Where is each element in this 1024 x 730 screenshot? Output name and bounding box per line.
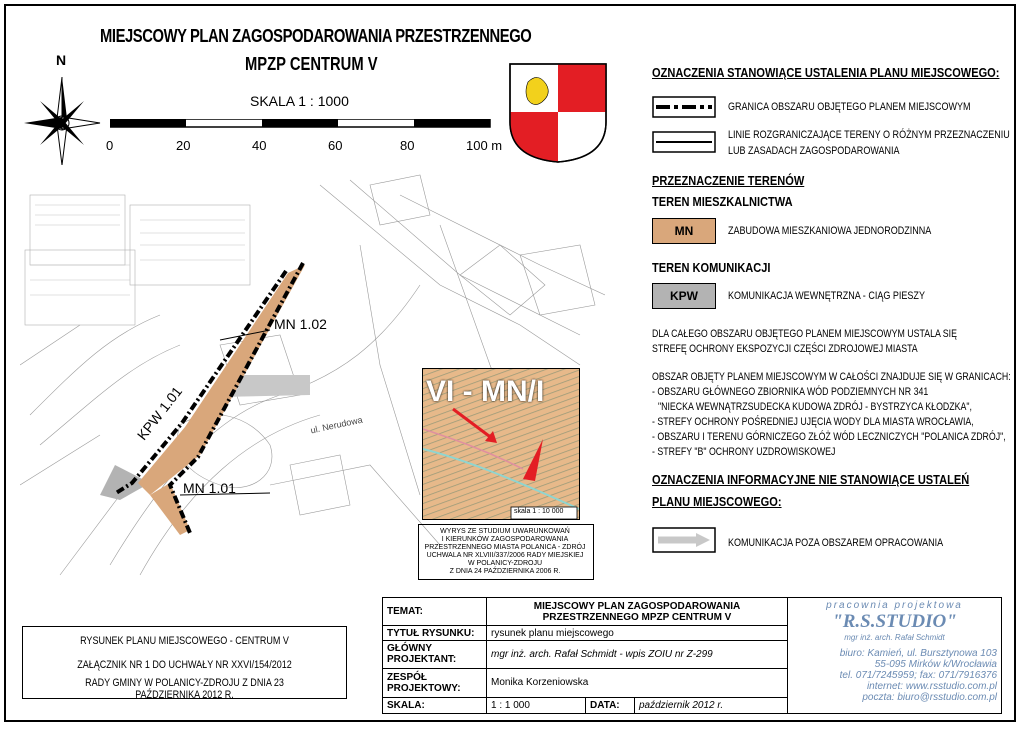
- street-label: ul. Nerudowa: [309, 414, 364, 436]
- legend-info-heading-1: OZNACZENIA INFORMACYJNE NIE STANOWIĄCE USTALEŃ: [652, 472, 970, 487]
- plan-title: MIEJSCOWY PLAN ZAGOSPODAROWANIA PRZESTRZENNEGO: [100, 26, 532, 46]
- legend-lines-text-1: LINIE ROZGRANICZAJĄCE TERENY O RÓŻNYM PRZEZNACZENIU: [728, 129, 1010, 141]
- study-caption-6: Z DNIA 24 PAŹDZIERNIKA 2006 R.: [449, 568, 561, 575]
- map-label-mn101: MN 1.01: [183, 480, 236, 496]
- study-caption-3: PRZESTRZENNEGO MIASTA POLANICA - ZDRÓJ: [424, 544, 586, 551]
- legend-lines-text-2: LUB ZASADACH ZAGOSPODAROWANIA: [728, 145, 900, 157]
- data-value: październik 2012 r.: [635, 697, 788, 713]
- legend-heading-main: OZNACZENIA STANOWIĄCE USTALENIA PLANU MIEJSCOWEGO:: [652, 65, 1000, 80]
- note2-line5: - OBSZARU I TERENU GÓRNICZEGO ZŁÓŻ WÓD LECZNICZYCH "POLANICA ZDRÓJ",: [652, 431, 1006, 443]
- legend-boundary-text: GRANICA OBSZARU OBJĘTEGO PLANEM MIEJSCOWYM: [728, 101, 971, 113]
- studio-addr3: tel. 071/7245959; fax: 071/7916376: [839, 670, 997, 681]
- temat-line2: PRZESTRZENNEGO MPZP CENTRUM V: [542, 611, 732, 623]
- study-caption-5: W POLANICY-ZDROJU: [467, 560, 543, 567]
- study-caption-2: I KIERUNKÓW ZAGOSPODAROWANIA: [441, 536, 569, 543]
- north-arrow-icon: [20, 55, 105, 165]
- temat-value: [487, 598, 788, 626]
- tytul-label: TYTUŁ RYSUNKU:: [383, 626, 487, 640]
- legend-mn-text: ZABUDOWA MIESZKANIOWA JEDNORODZINNA: [728, 225, 932, 237]
- zespol-value: Monika Korzeniowska: [487, 669, 788, 697]
- legend-outside-text: KOMUNIKACJA POZA OBSZAREM OPRACOWANIA: [728, 537, 944, 549]
- studio-name: "R.S.STUDIO": [832, 611, 957, 632]
- scale-tick-40: 40: [252, 138, 267, 153]
- studio-addr1: biuro: Kamień, ul. Bursztynowa 103: [839, 648, 997, 659]
- study-caption-1: WYRYS ZE STUDIUM UWARUNKOWAŃ: [440, 528, 570, 535]
- temat-label: TEMAT:: [383, 598, 487, 626]
- studio-address: [792, 648, 997, 703]
- outside-road-symbol: [652, 527, 716, 553]
- coat-of-arms-icon: [508, 62, 608, 164]
- legend-heading-purpose: PRZEZNACZENIE TERENÓW: [652, 173, 805, 188]
- boundary-line-symbol: [652, 96, 716, 118]
- studio-top: pracownia projektowa: [826, 600, 963, 611]
- resolution-line2: ZAŁĄCZNIK NR 1 DO UCHWAŁY NR XXVI/154/2012: [77, 659, 292, 671]
- plan-subtitle: MPZP CENTRUM V: [245, 54, 378, 74]
- studio-addr5: poczta: biuro@rsstudio.com.pl: [862, 692, 997, 703]
- glowny-label: GŁÓWNY PROJEKTANT:: [383, 640, 487, 668]
- note1-line2: STREFĘ OCHRONY EKSPOZYCJI CZĘŚCI ZDROJOWEJ MIASTA: [652, 343, 918, 355]
- skala-label: SKALA:: [383, 697, 487, 713]
- note2-line1: OBSZAR OBJĘTY PLANEM MIEJSCOWYM W CAŁOŚCI ZNAJDUJE SIĘ W GRANICACH:: [652, 371, 1011, 383]
- map-label-mn102: MN 1.02: [274, 316, 327, 332]
- division-line-symbol: [652, 131, 716, 153]
- scale-tick-60: 60: [328, 138, 343, 153]
- note2-line4: - STREFY OCHRONY POŚREDNIEJ UJĘCIA WODY DLA MIASTA WROCŁAWIA,: [652, 416, 974, 428]
- resolution-line3: RADY GMINY W POLANICY-ZDROJU Z DNIA 23 PAŹDZIERNIKA 2012 R.: [85, 677, 284, 701]
- studio-addr4: internet: www.rsstudio.com.pl: [866, 681, 997, 692]
- skala-value: 1 : 1 000: [487, 697, 586, 713]
- tytul-value: rysunek planu miejscowego: [487, 626, 788, 640]
- note2-line6: - STREFY "B" OCHRONY UZDROWISKOWEJ: [652, 446, 836, 458]
- north-label: N: [56, 52, 67, 68]
- legend-info-heading-2: PLANU MIEJSCOWEGO:: [652, 494, 782, 509]
- scale-tick-0: 0: [106, 138, 114, 153]
- kpw-symbol: KPW: [652, 283, 716, 309]
- resolution-line1: RYSUNEK PLANU MIEJSCOWEGO - CENTRUM V: [80, 635, 289, 647]
- glowny-value: mgr inż. arch. Rafał Schmidt - wpis ZOIU nr Z-299: [487, 640, 788, 668]
- scale-tick-20: 20: [176, 138, 191, 153]
- studio-stamp: [788, 598, 1002, 714]
- resolution-box: [22, 626, 347, 699]
- temat-line1: MIEJSCOWY PLAN ZAGOSPODAROWANIA: [533, 600, 741, 612]
- note2-line2: - OBSZARU GŁÓWNEGO ZBIORNIKA WÓD PODZIEMNYCH NR 341: [652, 386, 929, 398]
- data-label: DATA:: [586, 697, 635, 713]
- zespol-label: ZESPÓŁ PROJEKTOWY:: [383, 669, 487, 697]
- studio-addr2: 55-095 Mirków k/Wrocławia: [874, 659, 997, 670]
- legend-residential-heading: TEREN MIESZKALNICTWA: [652, 194, 793, 209]
- legend-kpw-text: KOMUNIKACJA WEWNĘTRZNA - CIĄG PIESZY: [728, 290, 925, 302]
- scale-label: SKALA 1 : 1000: [250, 93, 349, 109]
- study-zone-label: VI - MN/I: [426, 375, 545, 408]
- study-scale-label: skala 1 : 10 000: [514, 508, 564, 515]
- mn-symbol: MN: [652, 218, 716, 244]
- studio-owner: mgr inż. arch. Rafał Schmidt: [844, 633, 945, 642]
- note1-line1: DLA CAŁEGO OBSZARU OBJĘTEGO PLANEM MIEJSCOWYM USTALA SIĘ: [652, 328, 957, 340]
- legend-communication-heading: TEREN KOMUNIKACJI: [652, 260, 771, 275]
- scale-bar: [110, 119, 492, 129]
- scale-tick-100: 100 m: [466, 138, 503, 153]
- note2-line3: "NIECKA WEWNĄTRZSUDECKA KUDOWA ZDRÓJ - BYSTRZYCA KŁODZKA",: [658, 401, 972, 413]
- map-label-kpw101: KPW 1.01: [133, 383, 186, 443]
- scale-tick-80: 80: [400, 138, 415, 153]
- study-caption-4: UCHWALA NR XLVIII/337/2006 RADY MIEJSKIEJ: [426, 552, 584, 559]
- title-block: [382, 597, 1002, 714]
